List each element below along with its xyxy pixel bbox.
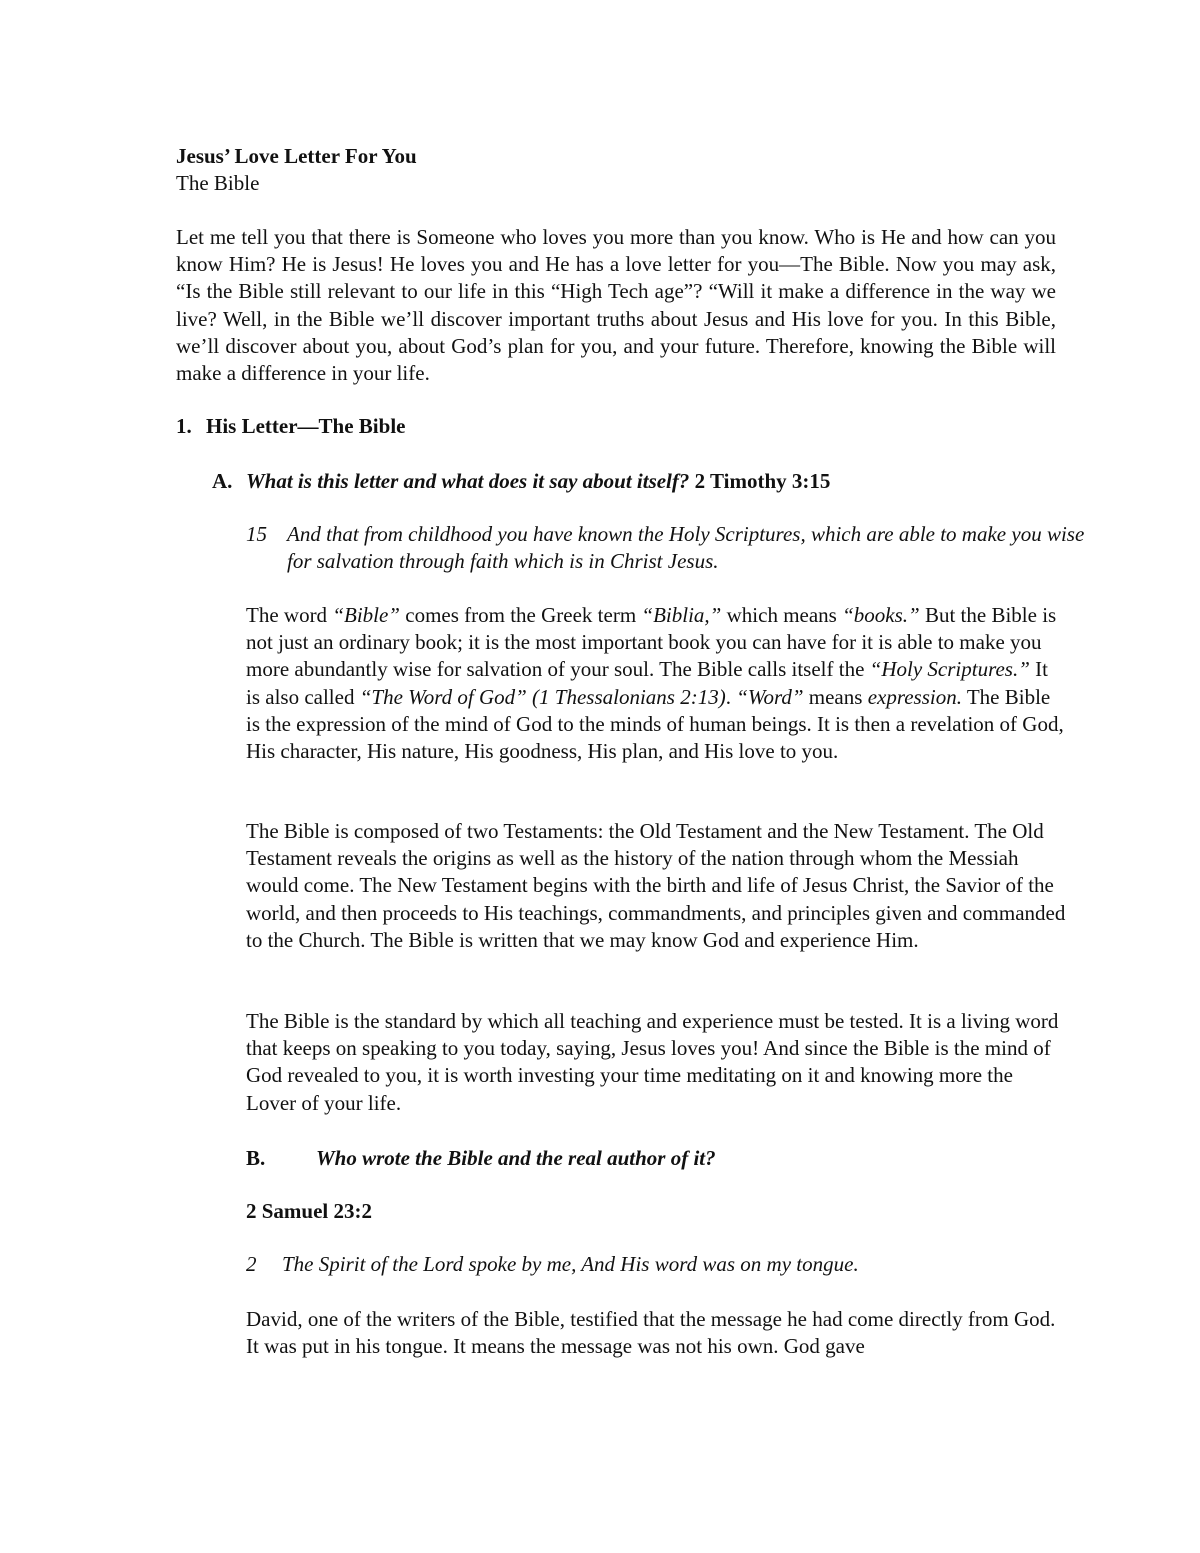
italic-run: expression.	[867, 684, 962, 709]
subsection-b-question: Who wrote the Bible and the real author of it?	[316, 1146, 716, 1170]
subsection-a-heading	[212, 468, 830, 495]
section-title: His Letter—The Bible	[206, 414, 406, 438]
verse-number: 2	[246, 1252, 257, 1276]
italic-run: “The Word of God” (1 Thessalonians 2:13)	[359, 684, 726, 709]
paragraph-testaments: The Bible is composed of two Testaments: the Old Testament and the New Testament. The Old Testament reveals the origins as well as the history of the nation through whom the Messiah would come. The New Testament begins with the birth and life of Jesus Christ, the Savior of the world, and then proceeds to His teachings, commandments, and principles given and commanded to the Church. The Bible is written that we may know God and experience Him.	[246, 819, 1066, 952]
text-run: The word	[246, 603, 333, 627]
subsection-a-letter: A.	[212, 469, 233, 493]
subsection-b-reference: 2 Samuel 23:2	[246, 1199, 372, 1223]
text-run: which means	[721, 603, 843, 627]
italic-run: “books.”	[842, 603, 920, 627]
section-heading	[176, 413, 405, 440]
text-run: comes from the Greek term	[400, 603, 642, 627]
italic-run: “Word”	[736, 684, 804, 709]
subsection-b-heading	[246, 1145, 716, 1172]
verse-quote-a	[246, 521, 1087, 575]
paragraph-standard: The Bible is the standard by which all teaching and experience must be tested. It is a living word that keeps on speaking to you today, saying, Jesus loves you! And since the Bible is the mind of God revealed to you, it is worth investing your time meditating on it and knowing more the Lover of your life.	[246, 1009, 1059, 1115]
intro-paragraph: Let me tell you that there is Someone who loves you more than you know. Who is He and how can you know Him? He is Jesus! He loves you and He has a love letter for you—The Bible. Now you may ask, “Is the Bible still relevant to our life in this “High Tech age”? “Will it make a difference in the way we live? Well, in the Bible we’ll discover important truths about Jesus and His love for you. In this Bible, we’ll discover about you, about God’s plan for you, and your future. Therefore, knowing the Bible will make a difference in your life.	[176, 225, 1056, 386]
paragraph-bible-word	[246, 602, 1066, 765]
paragraph-david: David, one of the writers of the Bible, testified that the message he had come directly from God. It was put in his tongue. It means the message was not his own. God gave	[246, 1307, 1056, 1359]
italic-run: “Biblia,”	[641, 603, 722, 627]
italic-run: “Bible”	[332, 603, 400, 627]
section-number: 1.	[176, 414, 192, 438]
subsection-b-letter: B.	[246, 1146, 266, 1170]
text-run: It is also called	[246, 657, 1048, 709]
text-run: means	[803, 684, 868, 709]
verse-text: The Spirit of the Lord spoke by me, And His word was on my tongue.	[282, 1252, 859, 1276]
subsection-a-question: What is this letter and what does it say about itself?	[246, 469, 690, 493]
document-title: Jesus’ Love Letter For You	[176, 144, 417, 168]
text-run: But the Bible is not just an ordinary book; it is the most important book you can have for it is able to make you more abundantly wise for salvation of your soul. The Bible calls itself the	[246, 603, 1057, 682]
text-run: The Bible is the expression of the mind of God to the minds of human beings. It is then a revelation of God, His character, His nature, His goodness, His plan, and His love to you.	[246, 684, 1064, 764]
italic-run: “Holy Scriptures.”	[869, 657, 1030, 682]
verse-quote-b	[246, 1251, 1082, 1278]
verse-number: 15	[246, 522, 267, 546]
document-subtitle: The Bible	[176, 171, 260, 195]
verse-text: And that from childhood you have known the Holy Scriptures, which are able to make you wise for salvation through faith which is in Christ Jesus.	[287, 522, 1085, 573]
subsection-a-reference: 2 Timothy 3:15	[694, 469, 831, 493]
text-run: .	[725, 684, 737, 709]
